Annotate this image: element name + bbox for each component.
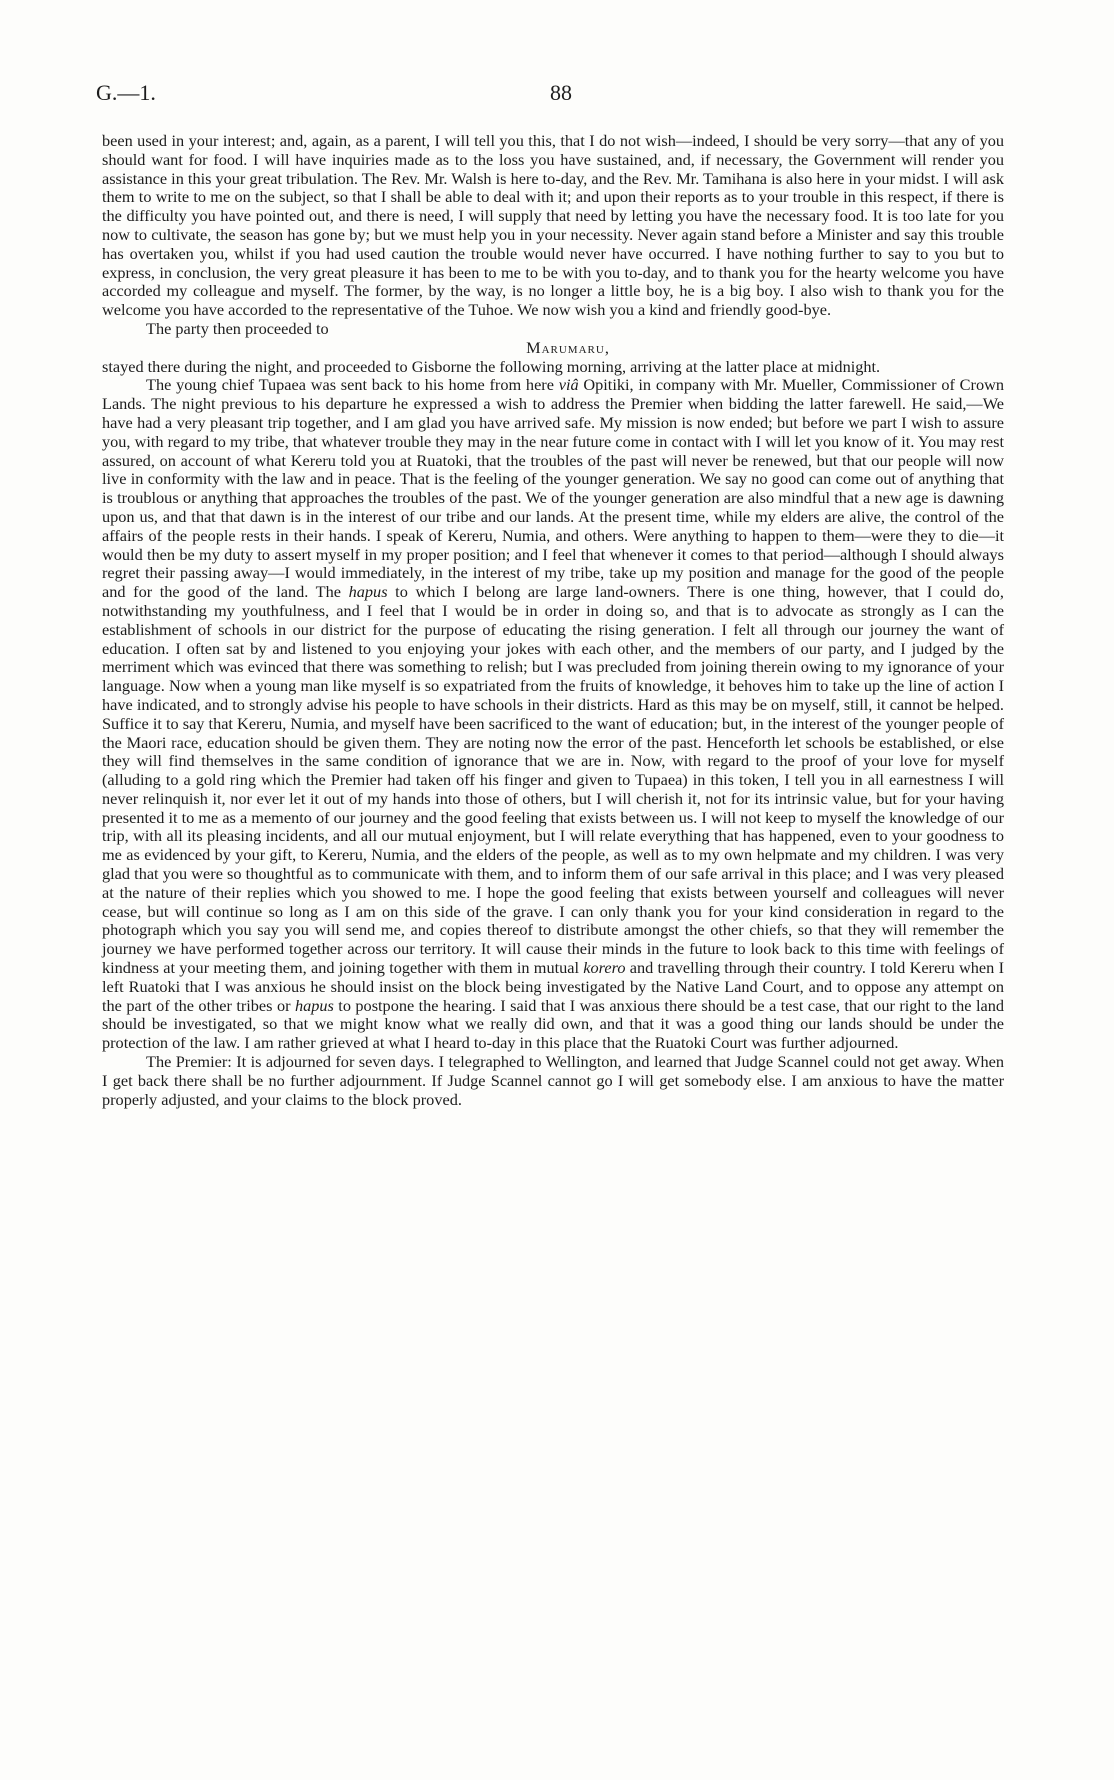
document-body — [102, 132, 1004, 1109]
paragraph-stayed: stayed there during the night, and proceeded to Gisborne the following morning, arriving at the latter place at midnight. — [102, 356, 881, 376]
text-run: to postpone the hearing. I said that I was anxious there should be a test case, that our right to the land should be investigated, so that we might know what we really did own, and that it was a good thing our lands should be under the protection of the law. I am rather grieved at what I heard to-day in this place that the Ruatoki Court was further adjourned. — [102, 995, 1004, 1053]
italic-term: hapus — [294, 995, 334, 1015]
paragraph-continuation: been used in your interest; and, again, as a parent, I will tell you this, that I do not wish—indeed, I should be very sorry—that any of you should want for food. I will have inquiries made as to the loss you have sustained, and, if necessary, the Government will render you assistance in this your great tribulation. The Rev. Mr. Walsh is here to-day, and the Rev. Mr. Tamihana is also here in your midst. I will ask them to write to me on the subject, so that I shall be able to deal with it; and upon their reports as to your trouble in this respect, if there is the difficulty you have pointed out, and there is need, I will supply that need by letting you have the necessary food. It is too late for you now to cultivate, the season has gone by; but we must help you in your necessity. Never again stand before a Minister and say this trouble has overtaken you, whilst if you had used caution the trouble would never have occurred. I have nothing further to say to you but to express, in conclusion, the very great pleasure it has been to me to be with you to-day, and to thank you for the hearty welcome you have accorded my colleague and myself. The former, by the way, is no longer a little boy, he is a big boy. I also wish to thank you for the welcome you have accorded to the representative of the Tuhoe. We now wish you a kind and friendly good-bye. — [102, 131, 1004, 320]
document-reference: G.—1. — [96, 80, 156, 105]
text-run: The young chief Tupaea was sent back to his home from here — [146, 375, 559, 395]
page-header — [96, 80, 1006, 106]
paragraph-party-proceeded: The party then proceeded to — [146, 318, 329, 338]
italic-term: hapus — [348, 582, 388, 602]
text-run: Opitiki, in company with Mr. Mueller, Commissioner of Crown Lands. The night previous to his departure he expressed a wish to address the Premier when bidding the latter farewell. He said,—We have had a very pleasant trip together, and I am glad you have arrived safe. My mission is now ended; but before we part I wish to assure you, with regard to my tribe, that whatever trouble they may in the near future come in contact with I will let you know of it. You may rest assured, on account of what Kereru told you at Ruatoki, that the troubles of the past will never be renewed, but that our people will now live in conformity with the law and in peace. That is the feeling of the younger generation. We say no good can come out of anything that is troublous or anything that approaches the troubles of the past. We of the younger generation are also mindful that a new age is dawning upon us, and that that dawn is in the interest of our tribe and our lands. At the present time, while my elders are alive, the control of the affairs of the people rests in their hands. I speak of Kereru, Numia, and others. Were anything to happen to them—were they to die—it would then be my duty to assert myself in my proper position; and I feel that whenever it comes to that period—although I should always regret their passing away—I would immediately, in the interest of my tribe, take up my position and manage for the good of the people and for the good of the land. The — [102, 375, 1004, 602]
italic-term: korero — [583, 958, 626, 978]
section-heading: Marumaru, — [526, 337, 610, 357]
paragraph-tupaea-speech — [102, 376, 1004, 1053]
text-run: to which I belong are large land-owners. There is one thing, however, that I could do, notwithstanding my youthfulness, and I feel that I would be in order in doing so, and that is to advocate as strongly as I can the establishment of schools in our district for the purpose of educating the rising generation. I felt all through our journey the want of education. I often sat by and listened to you enjoying your jokes with each other, and the members of our party, and I judged by the merriment which was evinced that there was something to relish; but I was precluded from joining therein owing to my ignorance of your language. Now when a young man like myself is so expatriated from the fruits of knowledge, it behoves him to take up the line of action I have indicated, and to strongly advise his people to have schools in their districts. Hard as this may be on myself, still, it cannot be helped. Suffice it to say that Kereru, Numia, and myself have been sacrificed to the want of education; but, in the interest of the younger people of the Maori race, education should be given them. They are noting now the error of the past. Henceforth let schools be established, or else they will find themselves in the same condition of ignorance that we are in. Now, with regard to the proof of your love for myself (alluding to a gold ring which the Premier had taken off his finger and given to Tupaea) in this token, I tell you in all earnestness I will never relinquish it, nor ever let it out of my hands into those of others, but I will cherish it, not for its intrinsic value, but for your having presented it to me as a memento of our journey and the good feeling that exists between us. I will not keep to myself the knowledge of our trip, with all its pleasing incidents, and all our mutual enjoyment, but I will relate everything that has happened, even to your goodness to me as evidenced by your gift, to Kereru, Numia, and the elders of the people, as well as to my own helpmate and my children. I was very glad that you were so thoughtful as to communicate with them, and to inform them of our safe arrival in this place; and I was very pleased at the nature of their replies which you showed to me. I hope the good feeling that exists between yourself and colleagues will never cease, but will continue so long as I am on this side of the grave. I can only thank you for your kind consideration in regard to the photograph which you say you will send me, and copies thereof to distribute amongst the other chiefs, so that they will remember the journey we have performed together across our territory. It will cause their minds in the future to look back to this time with feelings of kindness at your meeting them, and joining together with them in mutual — [102, 582, 1004, 978]
paragraph-premier-reply: The Premier: It is adjourned for seven days. I telegraphed to Wellington, and learned that Judge Scannel could not get away. When I get back there shall be no further adjournment. If Judge Scannel cannot go I will get somebody else. I am anxious to have the matter properly adjusted, and your claims to the block proved. — [102, 1052, 1004, 1109]
page-number: 88 — [550, 80, 572, 105]
text-run: and travelling through their country. I told Kereru when I left Ruatoki that I was anxious he should insist on the block being investigated by the Native Land Court, and to oppose any attempt on the part of the other tribes or — [102, 958, 1004, 1015]
italic-term: viâ — [558, 375, 579, 395]
